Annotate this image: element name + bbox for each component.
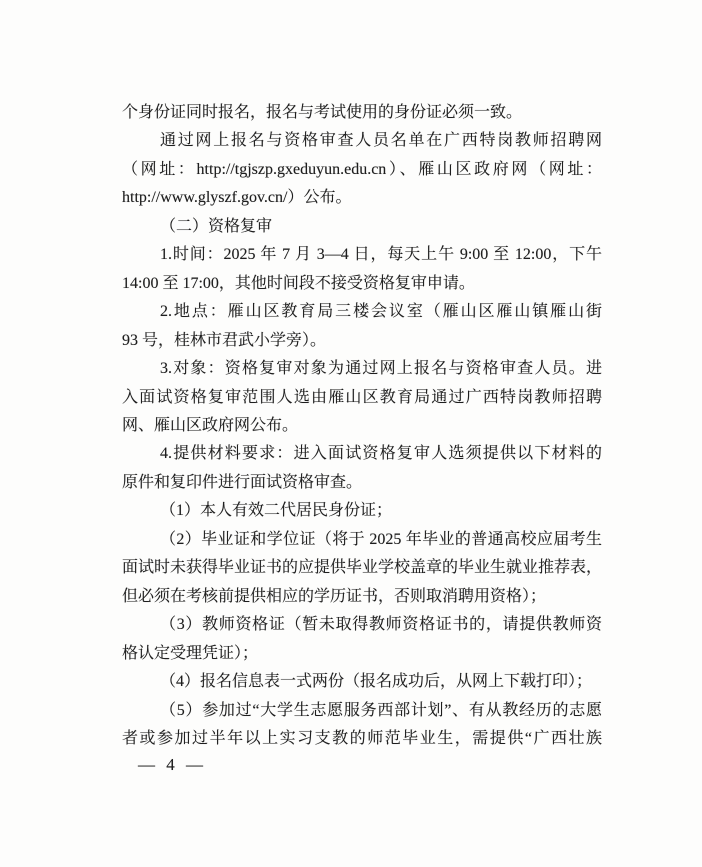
text-line: 者或参加过半年以上实习支教的师范毕业生，需提供“广西壮族: [122, 729, 602, 747]
text-line: 面试时未获得毕业证书的应提供毕业学校盖章的毕业生就业推荐表，: [122, 559, 603, 577]
text-line: （网址：http://tgjszp.gxeduyun.edu.cn）、雁山区政府网（网址：: [122, 160, 602, 178]
text-line: 1.时间：2025 年 7 月 3—4 日，每天上午 9:00 至 12:00，下午: [160, 246, 602, 264]
text-line: 入面试资格复审范围人选由雁山区教育局通过广西特岗教师招聘: [122, 388, 602, 406]
text-line: http://www.glyszf.gov.cn/）公布。: [122, 189, 352, 207]
text-line: （3）教师资格证（暂未取得教师资格证书的，请提供教师资: [160, 616, 602, 634]
text-line: 格认定受理凭证）；: [122, 644, 259, 662]
text-line: 2.地点：雁山区教育局三楼会议室（雁山区雁山镇雁山街: [160, 303, 602, 321]
text-line: 但必须在考核前提供相应的学历证书，否则取消聘用资格）；: [122, 587, 547, 605]
text-line: 个身份证同时报名，报名与考试使用的身份证必须一致。: [122, 104, 523, 121]
page-number: — 4 —: [138, 755, 203, 774]
text-line: 14:00 至 17:00，其他时间段不接受资格复审申请。: [122, 274, 475, 292]
text-line: （4）报名信息表一式两份（报名成功后，从网上下载打印）；: [160, 673, 593, 691]
text-line: 4.提供材料要求：进入面试资格复审人选须提供以下材料的: [160, 445, 602, 463]
text-line: （2）毕业证和学位证（将于 2025 年毕业的普通高校应届考生: [160, 530, 602, 548]
text-line: 93 号，桂林市君武小学旁）。: [122, 331, 327, 349]
text-line: 3.对象：资格复审对象为通过网上报名与资格审查人员。进: [160, 360, 602, 378]
text-line: 原件和复印件进行面试资格审查。: [122, 473, 363, 491]
text-line: （1）本人有效二代居民身份证；: [160, 502, 393, 520]
document-body: [122, 99, 602, 753]
text-line: 通过网上报名与资格审查人员名单在广西特岗教师招聘网: [160, 132, 602, 150]
text-line: 网、雁山区政府网公布。: [122, 416, 299, 434]
text-line: （5）参加过“大学生志愿服务西部计划”、有从教经历的志愿: [160, 701, 602, 719]
section-heading: （二）资格复审: [160, 217, 273, 235]
